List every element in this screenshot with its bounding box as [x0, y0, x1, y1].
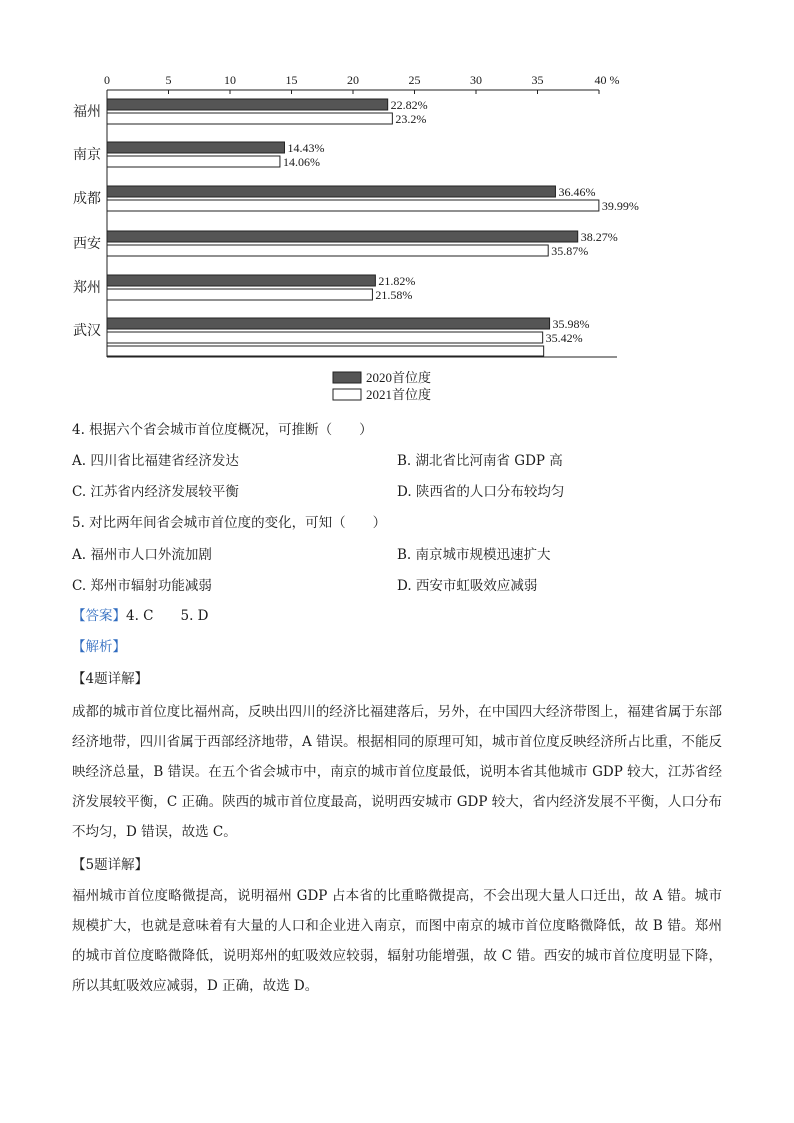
- data-label-2020: 38.27%: [580, 230, 618, 244]
- category-label: 郑州: [73, 281, 101, 296]
- x-tick-label: 40 %: [594, 73, 620, 87]
- bar-2020: [107, 99, 388, 110]
- category-label: 南京: [73, 148, 101, 163]
- category-label: 西安: [73, 237, 101, 252]
- bar-2020: [107, 186, 555, 197]
- data-label-2020: 21.82%: [378, 274, 416, 288]
- question-5-option-c: C. 郑州市辐射功能减弱: [72, 578, 212, 594]
- answer-text: 4. C 5. D: [126, 608, 209, 624]
- bar-2021: [107, 156, 280, 167]
- detail-4-heading: 【4题详解】: [72, 671, 149, 687]
- bar-2021: [107, 245, 548, 256]
- legend-label-2020: 2020首位度: [366, 370, 432, 385]
- bar-2021: [107, 332, 543, 343]
- x-tick-label: 25: [408, 73, 421, 87]
- question-5-stem: 5. 对比两年间省会城市首位度的变化，可知（ ）: [72, 515, 387, 531]
- analysis-tag: 【解析】: [72, 639, 126, 655]
- x-tick-label: 30: [470, 73, 482, 87]
- bar-2020: [107, 142, 284, 153]
- bar-2021: [107, 200, 599, 211]
- legend-swatch-2020: [333, 372, 361, 383]
- detail-5-heading: 【5题详解】: [72, 857, 149, 873]
- x-tick-label: 20: [347, 73, 359, 87]
- data-label-2020: 35.98%: [552, 317, 590, 331]
- legend-label-2021: 2021首位度: [366, 387, 432, 402]
- category-label: 福州: [73, 105, 101, 120]
- legend-swatch-2021: [333, 389, 361, 400]
- category-label: 武汉: [73, 324, 101, 339]
- question-4-option-c: C. 江苏省内经济发展较平衡: [72, 484, 239, 500]
- bar-2020: [107, 318, 550, 329]
- question-5-option-d: D. 西安市虹吸效应减弱: [397, 578, 538, 594]
- question-4-option-b: B. 湖北省比河南省 GDP 高: [397, 453, 563, 469]
- question-4-stem: 4. 根据六个省会城市首位度概况，可推断（ ）: [72, 422, 373, 438]
- category-label: 成都: [73, 192, 101, 207]
- answer-line: [72, 606, 209, 626]
- question-5-option-a: A. 福州市人口外流加剧: [72, 547, 212, 563]
- x-tick-label: 35: [531, 73, 544, 87]
- data-label-2021: 35.87%: [551, 244, 589, 258]
- answer-tag: 【答案】: [72, 608, 126, 624]
- city-primacy-bar-chart: [0, 0, 794, 410]
- analysis-heading: [72, 637, 126, 657]
- bar-2021: [107, 113, 392, 124]
- data-label-2021: 39.99%: [601, 199, 639, 213]
- detail-5-paragraph: 福州城市首位度略微提高，说明福州 GDP 占本省的比重略微提高，不会出现大量人口迁出，故 A 错。城市规模扩大，也就是意味着有大量的人口和企业进入南京，而图中南京的城市首位度略微降低，故 B 错。郑州的城市首位度略微降低，说明郑州的虹吸效应较弱，辐射功能增强，故 C 错。西安的城市首位度明显下降，所以其虹吸效应减弱，D 正确，故选 D。: [72, 888, 722, 994]
- question-5-option-b: B. 南京城市规模迅速扩大: [397, 547, 551, 563]
- detail-4-paragraph: 成都的城市首位度比福州高，反映出四川的经济比福建落后，另外，在中国四大经济带图上，福建省属于东部经济地带，四川省属于西部经济地带，A 错误。根据相同的原理可知，城市首位度反映经济所占比重，不能反映经济总量，B 错误。在五个省会城市中，南京的城市首位度最低，说明本省其他城市 GDP 较大，江苏省经济发展较平衡，C 正确。陕西的城市首位度最高，说明西安城市 GDP 较大，省内经济发展不平衡，人口分布不均匀，D 错误，故选 C。: [72, 704, 722, 840]
- data-label-2020: 36.46%: [558, 185, 596, 199]
- bar-2020: [107, 231, 578, 242]
- x-tick-label: 0: [104, 73, 110, 87]
- bar-2020: [107, 275, 375, 286]
- bar-2021-extra: [107, 346, 544, 356]
- data-label-2020: 22.82%: [390, 98, 428, 112]
- data-label-2020: 14.43%: [287, 141, 325, 155]
- x-tick-label: 15: [285, 73, 298, 87]
- x-tick-label: 5: [165, 73, 172, 87]
- bar-2021: [107, 289, 372, 300]
- question-4-option-d: D. 陕西省的人口分布较均匀: [397, 484, 565, 500]
- x-tick-label: 10: [224, 73, 236, 87]
- question-4-option-a: A. 四川省比福建省经济发达: [72, 453, 239, 469]
- data-label-2021: 14.06%: [282, 155, 320, 169]
- data-label-2021: 23.2%: [395, 112, 427, 126]
- data-label-2021: 35.42%: [545, 331, 583, 345]
- data-label-2021: 21.58%: [375, 288, 413, 302]
